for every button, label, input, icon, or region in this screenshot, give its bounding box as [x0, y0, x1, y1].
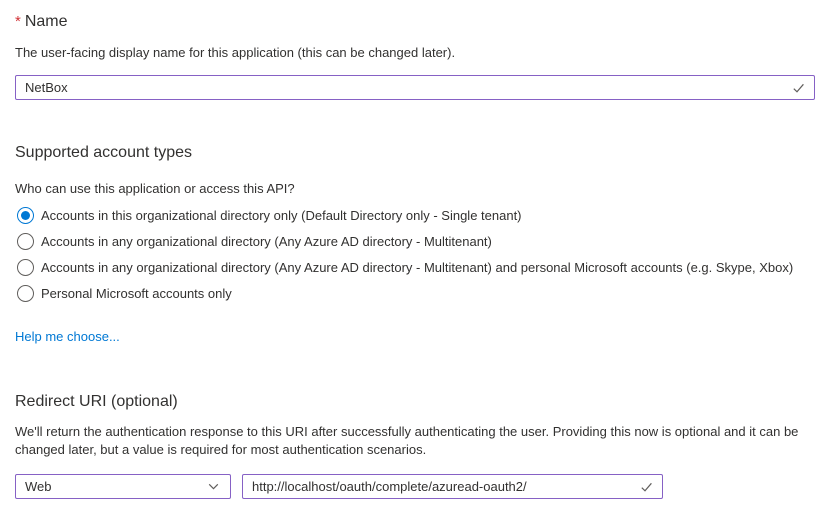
redirect-uri-input[interactable]	[242, 474, 663, 499]
account-types-title: Supported account types	[15, 144, 193, 161]
radio-option-multitenant-personal[interactable]	[15, 254, 815, 280]
radio-option-personal-only[interactable]	[15, 280, 815, 306]
radio-option-single-tenant[interactable]	[15, 202, 815, 228]
name-title-text: Name	[24, 13, 68, 30]
required-asterisk: *	[15, 13, 21, 30]
platform-select-value: Web	[25, 479, 52, 494]
redirect-uri-title: Redirect URI (optional)	[15, 393, 178, 410]
platform-select[interactable]	[15, 474, 231, 499]
name-input-container	[15, 75, 815, 100]
radio-button[interactable]	[17, 207, 34, 224]
radio-label[interactable]: Accounts in any organizational directory (Any Azure AD directory - Multitenant) and personal Microsoft accounts (e.g. Skype, Xbox)	[41, 259, 794, 275]
valid-checkmark-icon	[791, 80, 806, 95]
name-description: The user-facing display name for this application (this can be changed later).	[15, 45, 456, 60]
name-input[interactable]	[15, 75, 815, 100]
radio-button[interactable]	[17, 285, 34, 302]
account-types-radio-group	[15, 202, 815, 306]
name-section-title	[15, 12, 815, 32]
valid-checkmark-icon	[639, 479, 654, 494]
radio-dot	[21, 211, 30, 220]
help-me-choose-link[interactable]: Help me choose...	[15, 329, 120, 344]
redirect-uri-row	[15, 474, 815, 499]
radio-label[interactable]: Accounts in this organizational directory only (Default Directory only - Single tenant)	[41, 207, 522, 223]
radio-label[interactable]: Personal Microsoft accounts only	[41, 285, 232, 301]
account-types-question: Who can use this application or access this API?	[15, 181, 295, 196]
radio-label[interactable]: Accounts in any organizational directory (Any Azure AD directory - Multitenant)	[41, 233, 492, 249]
redirect-uri-input-container	[242, 474, 663, 499]
radio-button[interactable]	[17, 233, 34, 250]
redirect-uri-description: We'll return the authentication response to this URI after successfully authenticating the user. Providing this now is optional and it can be changed later, but a value is required for most authentication scenarios.	[15, 424, 799, 457]
chevron-down-icon	[207, 480, 220, 493]
radio-button[interactable]	[17, 259, 34, 276]
radio-option-multitenant[interactable]	[15, 228, 815, 254]
